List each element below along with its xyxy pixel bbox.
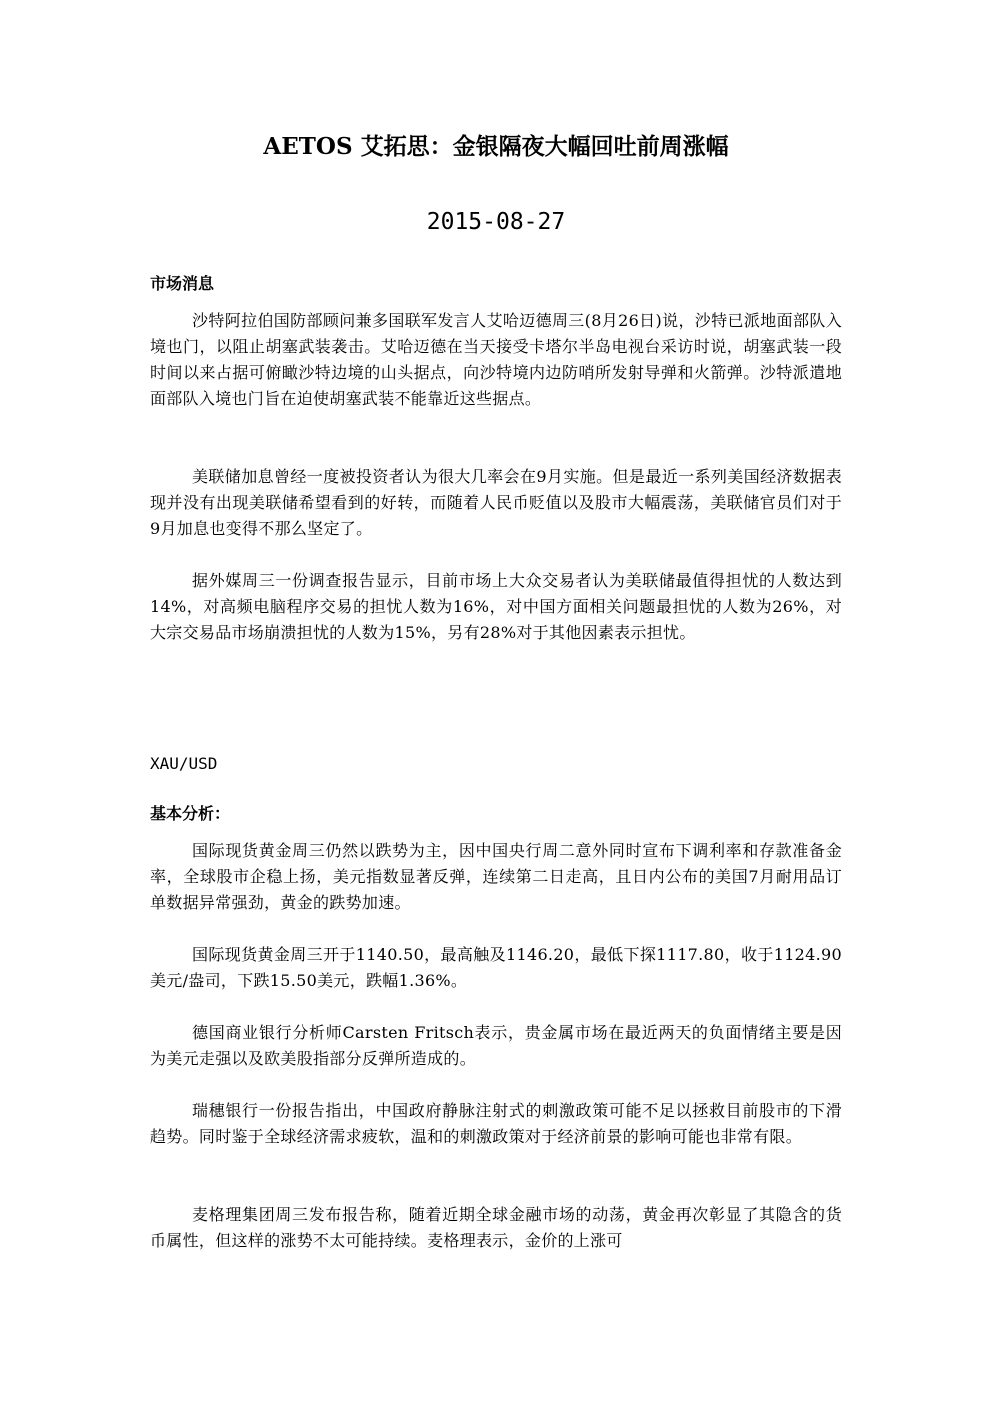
market-news-paragraph-3: 据外媒周三一份调查报告显示，目前市场上大众交易者认为美联储最值得担忧的人数达到14%，对高频电脑程序交易的担忧人数为16%，对中国方面相关问题最担忧的人数为26%，对大宗交易品市场崩溃担忧的人数为15%，另有28%对于其他因素表示担忧。	[150, 571, 842, 642]
document-title: AETOS 艾拓思：金银隔夜大幅回吐前周涨幅	[263, 133, 729, 160]
section-heading-market-news: 市场消息	[150, 274, 215, 293]
xauusd-paragraph-4: 瑞穗银行一份报告指出，中国政府静脉注射式的刺激政策可能不足以拯救目前股市的下滑趋势。同时鉴于全球经济需求疲软，温和的刺激政策对于经济前景的影响可能也非常有限。	[150, 1101, 842, 1146]
xauusd-paragraph-5: 麦格理集团周三发布报告称，随着近期全球金融市场的动荡，黄金再次彰显了其隐含的货币属性，但这样的涨势不太可能持续。麦格理表示，金价的上涨可	[150, 1205, 842, 1250]
market-news-paragraph-1: 沙特阿拉伯国防部顾问兼多国联军发言人艾哈迈德周三(8月26日)说，沙特已派地面部队入境也门，以阻止胡塞武装袭击。艾哈迈德在当天接受卡塔尔半岛电视台采访时说，胡塞武装一段时间以来占据可俯瞰沙特边境的山头据点，向沙特境内边防哨所发射导弹和火箭弹。沙特派遣地面部队入境也门旨在迫使胡塞武装不能靠近这些据点。	[150, 311, 842, 408]
document-date: 2015-08-27	[426, 209, 566, 235]
xauusd-paragraph-2: 国际现货黄金周三开于1140.50，最高触及1146.20，最低下探1117.80，收于1124.90美元/盎司，下跌15.50美元，跌幅1.36%。	[150, 945, 842, 990]
section-heading-fundamental-analysis: 基本分析：	[150, 804, 231, 823]
market-news-paragraph-2: 美联储加息曾经一度被投资者认为很大几率会在9月实施。但是最近一系列美国经济数据表现并没有出现美联储希望看到的好转，而随着人民币贬值以及股市大幅震荡，美联储官员们对于9月加息也变得不那么坚定了。	[150, 467, 842, 538]
xauusd-paragraph-1: 国际现货黄金周三仍然以跌势为主，因中国央行周二意外同时宣布下调利率和存款准备金率，全球股市企稳上扬，美元指数显著反弹，连续第二日走高，且日内公布的美国7月耐用品订单数据异常强劲，黄金的跌势加速。	[150, 841, 842, 912]
instrument-label-xauusd: XAU/USD	[150, 754, 218, 773]
xauusd-paragraph-3: 德国商业银行分析师Carsten Fritsch表示，贵金属市场在最近两天的负面情绪主要是因为美元走强以及欧美股指部分反弹所造成的。	[150, 1023, 842, 1068]
